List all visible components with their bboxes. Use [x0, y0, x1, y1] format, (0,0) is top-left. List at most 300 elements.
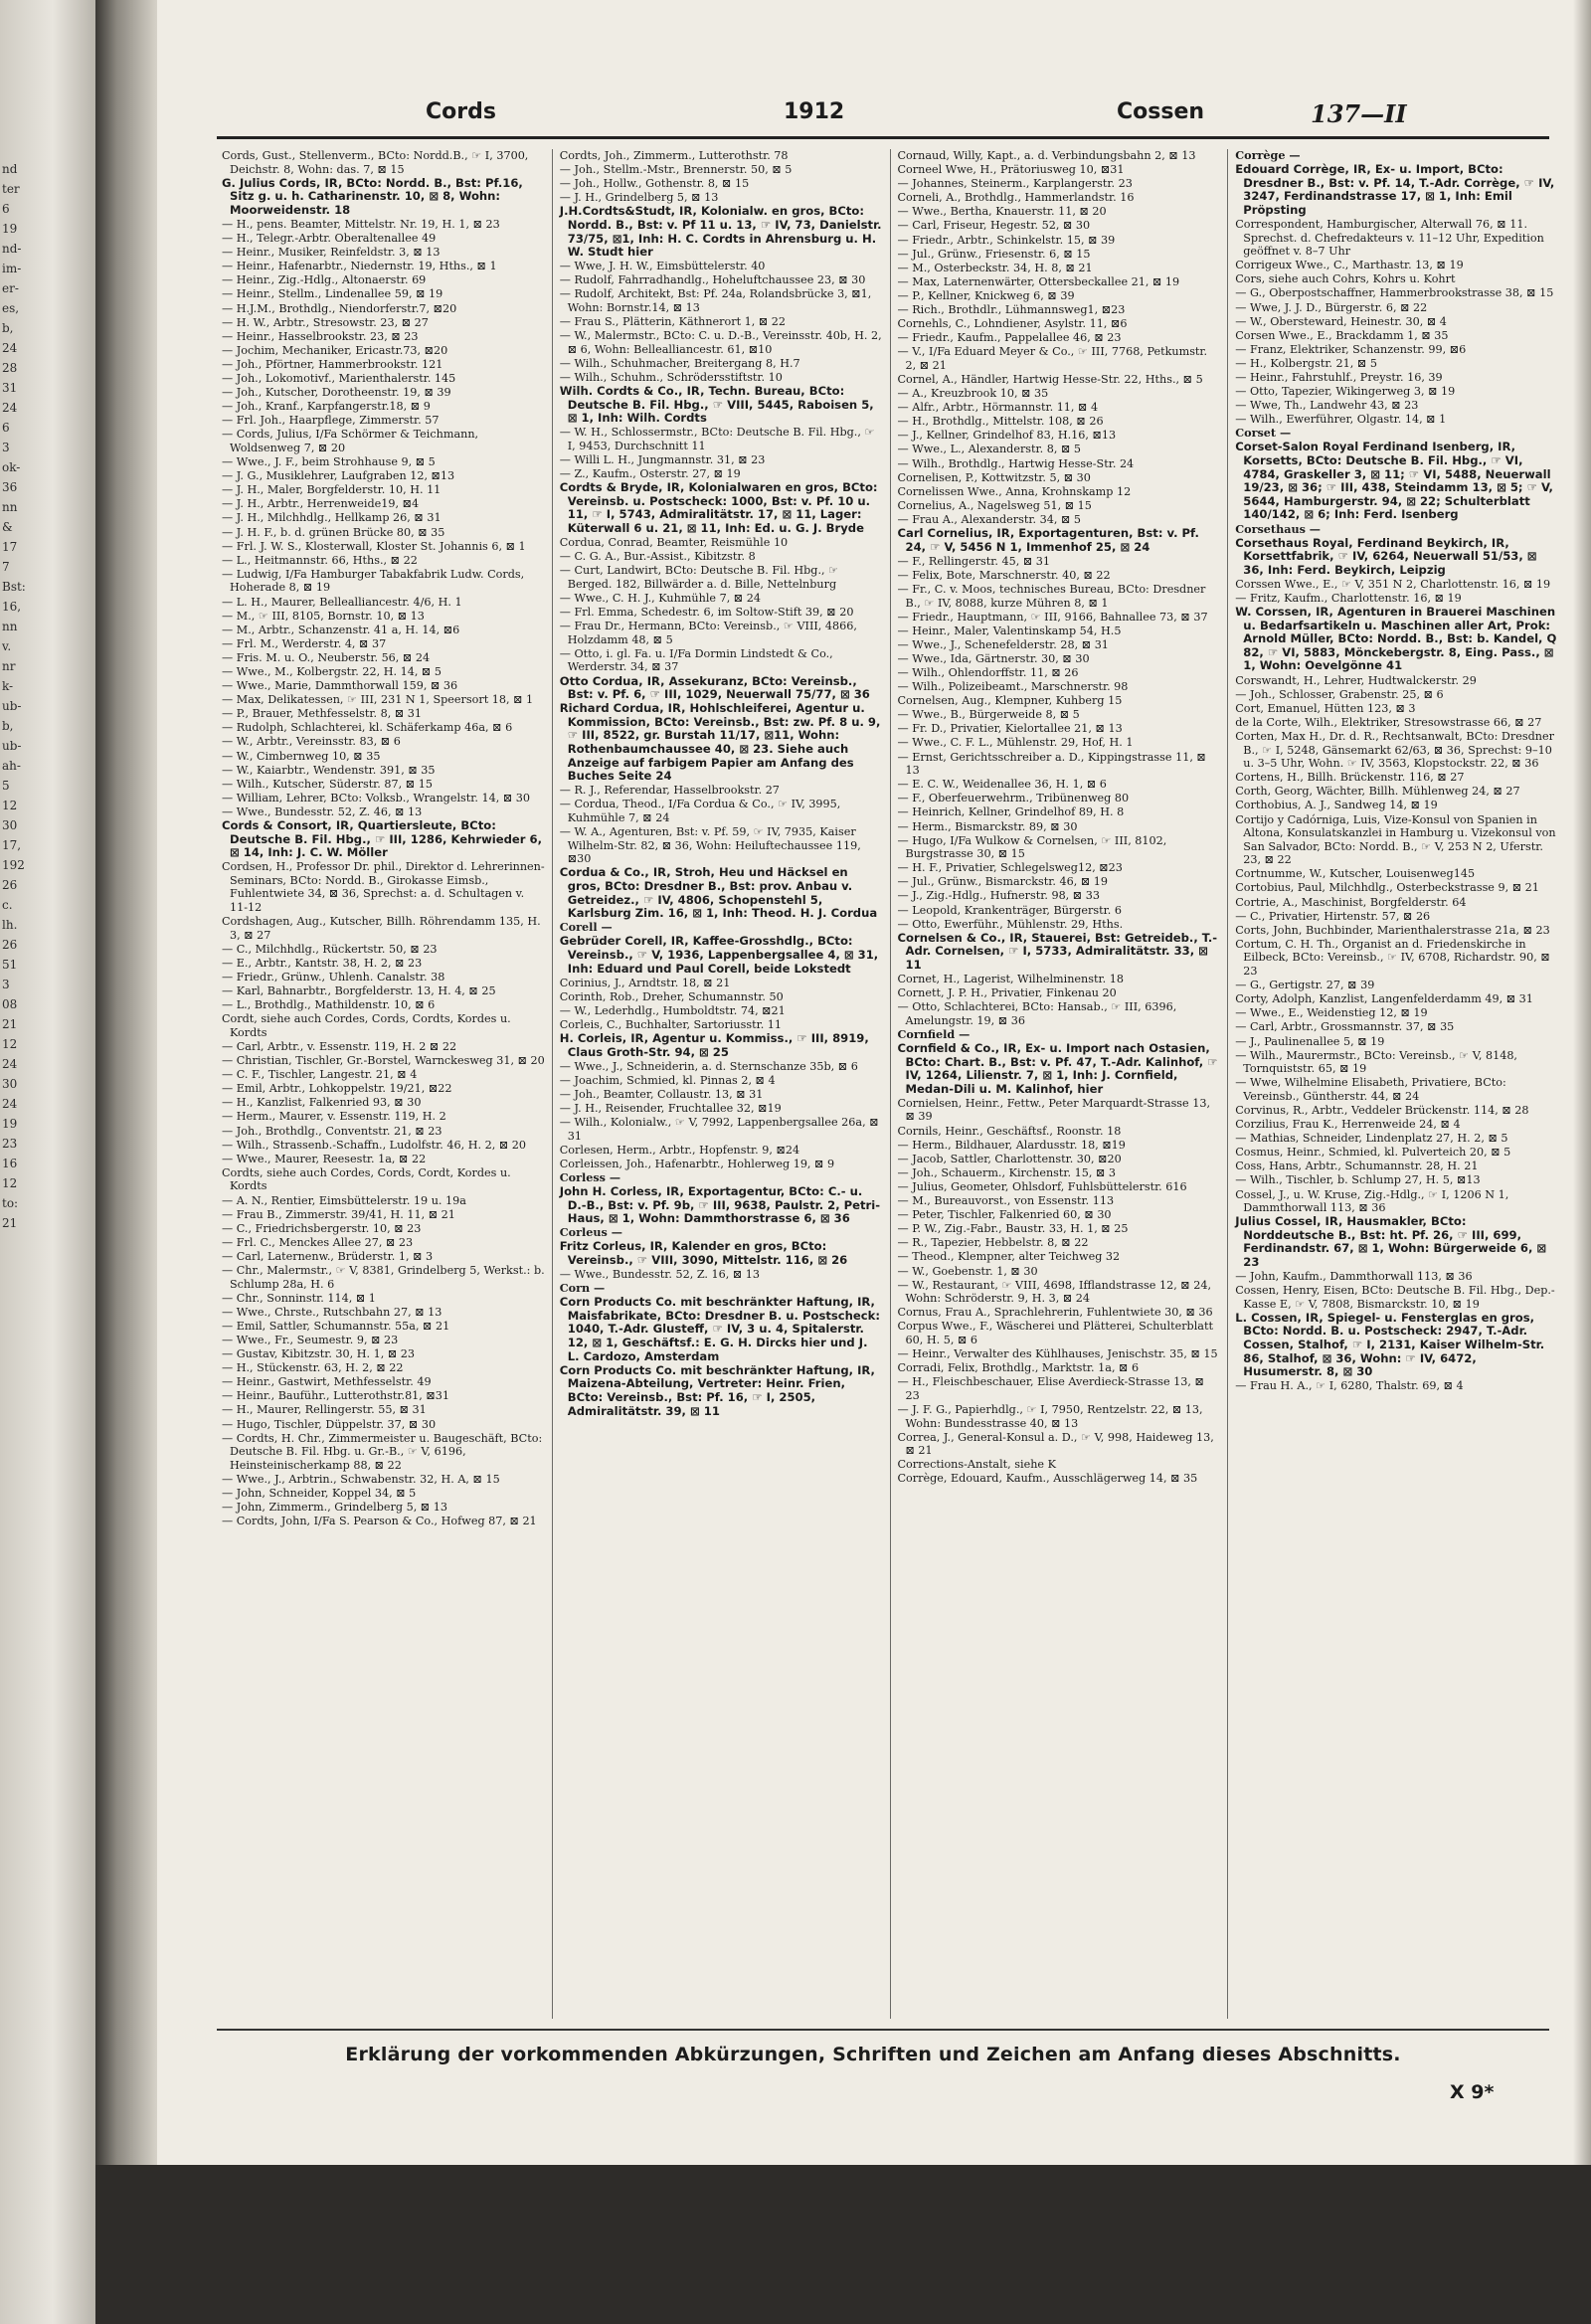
directory-entry: — F., Oberfeuerwehrm., Tribünenweg 80 [897, 792, 1130, 805]
directory-entry: — H. F., Privatier, Schlegelsweg12, ⊠23 [897, 861, 1123, 875]
directory-entry: — Wilh., Brothdlg., Hartwig Hesse-Str. 24 [897, 456, 1135, 470]
page-edge-shadow [1573, 0, 1591, 2165]
previous-page-fragment: es, [2, 301, 20, 315]
directory-entry: — Theod., Klempner, alter Teichweg 32 [897, 1250, 1121, 1264]
directory-entry: — Joh., Hollw., Gothenstr. 8, ⊠ 15 [559, 177, 750, 191]
previous-page-fragment: nd [2, 162, 18, 176]
previous-page-fragment: & [2, 520, 13, 534]
directory-entry: Cornelsen, Aug., Klempner, Kuhberg 15 [897, 694, 1123, 708]
directory-entry: — G., Oberpostschaffner, Hammerbrookstrasse 38, ⊠ 15 [1235, 286, 1554, 300]
directory-entry: — Heinr., Hafenarbtr., Niedernstr. 19, Hths., ⊠ 1 [222, 260, 497, 273]
directory-entry: Wilh. Cordts & Co., IR, Techn. Bureau, BCto: Deutsche B. Fil. Hbg., ☞ VIII, 5445, Raboisen 5, ⊠ 1, Inh: Wilh. Cordts [559, 384, 874, 426]
directory-entry: Corset-Salon Royal Ferdinand Isenberg, IR, Korsetts, BCto: Deutsche B. Fil. Hbg., ☞ VI, 4784, Graskeller 3, ⊠ 11; ☞ VI, 5488, Neuerwall 19/23, ⊠ 36; ☞ III, 438, Steindamm 13, ⊠ 5; ☞ V, 5644, Hamburgerstr. 94, ⊠ 22; Schulterblatt 140/142, ⊠ 6; Inh: Ferd. Isenberg [1235, 440, 1553, 522]
section-heading: Corn — [559, 1281, 606, 1296]
directory-entry: — Hugo, Tischler, Düppelstr. 37, ⊠ 30 [222, 1417, 437, 1431]
directory-entry: Cortnumme, W., Kutscher, Louisenweg145 [1235, 867, 1476, 881]
directory-entry: — J. H. F., b. d. grünen Brücke 80, ⊠ 35 [222, 525, 445, 539]
previous-page-fragment: ah- [2, 759, 21, 773]
directory-entry: — Wilh., Maurermstr., BCto: Vereinsb., ☞ V, 8148, Tornquiststr. 65, ⊠ 19 [1235, 1048, 1517, 1076]
directory-entry: — W., Goebenstr. 1, ⊠ 30 [897, 1264, 1038, 1278]
footer-rule [217, 2029, 1549, 2031]
directory-entry: Julius Cossel, IR, Hausmakler, BCto: Norddeutsche B., Bst: ht. Pf. 26, ☞ III, 699, Ferdinandstr. 67, ⊠ 1, Wohn: Bürgerweide 6, ⊠ 23 [1235, 1214, 1547, 1269]
directory-entry: — J. H., Milchhdlg., Hellkamp 26, ⊠ 31 [222, 511, 442, 525]
directory-entry: — Wwe., Maurer, Reesestr. 1a, ⊠ 22 [222, 1152, 427, 1165]
directory-entry: — M., ☞ III, 8105, Bornstr. 10, ⊠ 13 [222, 609, 425, 623]
directory-entry: — William, Lehrer, BCto: Volksb., Wrangelstr. 14, ⊠ 30 [222, 791, 531, 804]
directory-entry: — W., Malermstr., BCto: C. u. D.-B., Vereinsstr. 40b, H. 2, ⊠ 6, Wohn: Bellealliancestr. 61, ⊠10 [559, 329, 882, 356]
directory-entry: — Heinr., Fahrstuhlf., Preystr. 16, 39 [1235, 371, 1443, 384]
directory-entry: — Wilh., Kolonialw., ☞ V, 7992, Lappenbergsallee 26a, ⊠ 31 [559, 1116, 879, 1143]
directory-entry: — Alfr., Arbtr., Hörmannstr. 11, ⊠ 4 [897, 401, 1099, 415]
directory-entry: — Wwe, J. H. W., Eimsbüttelerstr. 40 [559, 260, 766, 273]
directory-entry: — Leopold, Krankenträger, Bürgerstr. 6 [897, 903, 1122, 917]
directory-entry: — Joh., Pförtner, Hammerbrookstr. 121 [222, 357, 443, 371]
directory-entry: — Rich., Brothdlr., Lühmannsweg1, ⊠23 [897, 303, 1126, 317]
directory-entry: — Carl, Arbtr., Grossmannstr. 37, ⊠ 35 [1235, 1020, 1455, 1034]
directory-entry: — J. H., Arbtr., Herrenweide19, ⊠4 [222, 497, 420, 511]
previous-page-fragment: 26 [2, 878, 18, 892]
previous-page-fragment: 192 [2, 858, 25, 872]
directory-entry: — Jul., Grünw., Friesenstr. 6, ⊠ 15 [897, 247, 1091, 261]
previous-page-fragment: to: [2, 1196, 19, 1210]
previous-page-fragment: nr [2, 659, 16, 673]
header-rule [217, 136, 1549, 139]
previous-page-fragment: 3 [2, 441, 10, 454]
previous-page-fragment: 12 [2, 1176, 18, 1190]
previous-page-fragment: 5 [2, 779, 10, 793]
directory-entry: — G., Gertigstr. 27, ⊠ 39 [1235, 979, 1375, 992]
previous-page-fragment: 28 [2, 361, 18, 375]
directory-entry: Corn Products Co. mit beschränkter Haftung, IR, Maizena-Abteilung, Vertreter: Heinr. Frien, BCto: Vereinsb., Bst: Pf. 16, ☞ I, 2505, Admiralitätstr. 39, ⊠ 11 [559, 1362, 875, 1418]
previous-page-fragment: 16 [2, 1157, 18, 1170]
directory-entry: — Wwe., Chrste., Rutschbahn 27, ⊠ 13 [222, 1305, 442, 1319]
directory-entry: — Frl. Joh., Haarpflege, Zimmerstr. 57 [222, 414, 440, 428]
directory-entry: — John, Zimmerm., Grindelberg 5, ⊠ 13 [222, 1501, 447, 1515]
directory-entry: G. Julius Cords, IR, BCto: Nordd. B., Bst: Pf.16, Sitz g. u. h. Catharinenstr. 10, ⊠ 8, Wohn: Moorweidenstr. 18 [222, 175, 523, 217]
directory-entry: — Gustav, Kibitzstr. 30, H. 1, ⊠ 23 [222, 1347, 416, 1361]
book-gutter [95, 0, 157, 2165]
directory-entry: — Frl. Emma, Schedestr. 6, im Soltow-Stift 39, ⊠ 20 [559, 606, 854, 620]
directory-entry: — Heinr., Verwalter des Kühlhauses, Jenischstr. 35, ⊠ 15 [897, 1347, 1218, 1361]
directory-entry: — Friedr., Arbtr., Schinkelstr. 15, ⊠ 39 [897, 233, 1116, 247]
directory-entry: — Wwe., J., Schneiderin, a. d. Sternschanze 35b, ⊠ 6 [559, 1059, 858, 1073]
directory-entry: — H., Kolbergstr. 21, ⊠ 5 [1235, 356, 1377, 370]
directory-entry: — Hugo, I/Fa Wulkow & Cornelsen, ☞ III, 8102, Burgstrasse 30, ⊠ 15 [897, 833, 1167, 861]
directory-entry: Cornaud, Willy, Kapt., a. d. Verbindungsbahn 2, ⊠ 13 [897, 149, 1196, 162]
directory-entry: Cornet, H., Lagerist, Wilhelminenstr. 18 [897, 973, 1124, 986]
directory-entry: — Frau S., Plätterin, Käthnerort 1, ⊠ 22 [559, 315, 787, 329]
previous-page-fragment: 31 [2, 381, 18, 395]
directory-entry: — H., Maurer, Rellingerstr. 55, ⊠ 31 [222, 1403, 427, 1417]
directory-entry: Cords & Consort, IR, Quartiersleute, BCto: Deutsche B. Fil. Hbg., ☞ III, 1286, Kehrwieder 6, ⊠ 14, Inh: J. C. W. Möller [222, 818, 543, 860]
previous-page-fragment: 24 [2, 401, 18, 415]
directory-entry: — Wilh., Polizeibeamt., Marschnerstr. 98 [897, 680, 1129, 694]
directory-entry: Cornehls, C., Lohndiener, Asylstr. 11, ⊠6 [897, 317, 1128, 331]
directory-entry: Corinth, Rob., Dreher, Schumannstr. 50 [559, 989, 784, 1003]
directory-entry: — Wwe, Th., Landwehr 43, ⊠ 23 [1235, 399, 1419, 413]
directory-entry: — W., Arbtr., Vereinsstr. 83, ⊠ 6 [222, 735, 401, 749]
directory-entry: Cornelius, A., Nagelsweg 51, ⊠ 15 [897, 498, 1092, 512]
section-heading: Corsethaus — [1235, 521, 1321, 536]
directory-entry: — Jochim, Mechaniker, Ericastr.73, ⊠20 [222, 343, 448, 357]
directory-entry: Cordts, Joh., Zimmerm., Lutterothstr. 78 [559, 149, 789, 162]
directory-entry: Cornett, J. P. H., Privatier, Finkenau 20 [897, 986, 1117, 1000]
directory-entry: — A. N., Rentier, Eimsbüttelerstr. 19 u. 19a [222, 1193, 466, 1207]
directory-entry: — Chr., Malermstr., ☞ V, 8381, Grindelberg 5, Werkst.: b. Schlump 28a, H. 6 [222, 1264, 545, 1291]
directory-entry: Corinius, J., Arndtstr. 18, ⊠ 21 [559, 976, 731, 989]
directory-entry: — Wwe., C. H. J., Kuhmühle 7, ⊠ 24 [559, 592, 761, 605]
directory-entry: Corty, Adolph, Kanzlist, Langenfelderdamm 49, ⊠ 31 [1235, 992, 1533, 1006]
directory-entry: — W., Lederhdlg., Humboldtstr. 74, ⊠21 [559, 1003, 786, 1017]
directory-entry: — Carl, Laternenw., Brüderstr. 1, ⊠ 3 [222, 1249, 434, 1263]
directory-entry: — Wilh., Ohlendorffstr. 11, ⊠ 26 [897, 665, 1079, 679]
directory-entry: — Wwe., Marie, Dammthorwall 159, ⊠ 36 [222, 679, 458, 693]
directory-entry: — Max, Delikatessen, ☞ III, 231 N 1, Speersort 18, ⊠ 1 [222, 693, 534, 707]
previous-page-fragment: ub- [2, 699, 22, 713]
directory-entry: Richard Cordua, IR, Hohlschleiferei, Agentur u. Kommission, BCto: Vereinsb., Bst: zw. Pf. 8 u. 9, ☞ III, 8522, gr. Burstah 11/17, ⊠11, Wohn: Rothenbaumchaussee 40, ⊠ 23. Siehe auch Anzeige auf farbigem Papier am Anfang des Buches Seite 24 [559, 701, 881, 784]
directory-entry: — Otto, i. gl. Fa. u. I/Fa Dormin Lindstedt & Co., Werderstr. 34, ⊠ 37 [559, 646, 833, 674]
column-2 [553, 149, 891, 2019]
directory-entry: — C., Friedrichsbergerstr. 10, ⊠ 23 [222, 1221, 422, 1235]
directory-entry: — H., pens. Beamter, Mittelstr. Nr. 19, H. 1, ⊠ 23 [222, 217, 500, 231]
directory-entry: Cosmus, Heinr., Schmied, kl. Pulverteich 20, ⊠ 5 [1235, 1146, 1511, 1160]
previous-page-fragment: 24 [2, 1097, 18, 1111]
previous-page-fragment: 17, [2, 838, 22, 852]
directory-entry: — P. W., Zig.-Fabr., Baustr. 33, H. 1, ⊠ 25 [897, 1222, 1129, 1236]
directory-entry: — A., Kreuzbrook 10, ⊠ 35 [897, 387, 1049, 401]
directory-entry: — Otto, Tapezier, Wikingerweg 3, ⊠ 19 [1235, 385, 1456, 399]
directory-entry: — Wwe., J. F., beim Strohhause 9, ⊠ 5 [222, 455, 436, 469]
directory-entry: — H., Stückenstr. 63, H. 2, ⊠ 22 [222, 1361, 404, 1375]
directory-entry: — Wwe., Bundesstr. 52, Z. 16, ⊠ 13 [559, 1268, 761, 1282]
directory-entry: — Wwe., M., Kolbergstr. 22, H. 14, ⊠ 5 [222, 664, 442, 678]
directory-entry: — M., Bureauvorst., von Essenstr. 113 [897, 1194, 1115, 1208]
directory-entry: Corzilius, Frau K., Herrenweide 24, ⊠ 4 [1235, 1118, 1461, 1132]
directory-entry: — Johannes, Steinerm., Karplangerstr. 23 [897, 177, 1133, 191]
directory-entry: Cossen, Henry, Eisen, BCto: Deutsche B. Fil. Hbg., Dep.-Kasse E, ☞ V, 7808, Bismarckstr. 10, ⊠ 19 [1235, 1284, 1555, 1311]
directory-entry: — Christian, Tischler, Gr.-Borstel, Warnckesweg 31, ⊠ 20 [222, 1054, 545, 1068]
directory-entry: Cornel, A., Händler, Hartwig Hesse-Str. 22, Hths., ⊠ 5 [897, 373, 1203, 386]
directory-entry: — Joh., Lokomotivf., Marienthalerstr. 145 [222, 372, 456, 385]
directory-entry: Corswandt, H., Lehrer, Hudtwalckerstr. 29 [1235, 673, 1477, 687]
directory-entry: Corrigeux Wwe., C., Marthastr. 13, ⊠ 19 [1235, 259, 1464, 272]
directory-entry: — M., Osterbeckstr. 34, H. 8, ⊠ 21 [897, 261, 1093, 274]
column-3 [891, 149, 1229, 2019]
directory-entry: Cornelissen Wwe., Anna, Krohnskamp 12 [897, 484, 1132, 498]
directory-entry: — Herm., Bismarckstr. 89, ⊠ 30 [897, 819, 1078, 833]
directory-entry: — Heinr., Stellm., Lindenallee 59, ⊠ 19 [222, 287, 443, 301]
directory-entry: Cordt, siehe auch Cordes, Cords, Cordts, Kordes u. Kordts [222, 1012, 511, 1039]
directory-entry: — Heinr., Bauführ., Lutterothstr.81, ⊠31 [222, 1389, 450, 1403]
directory-entry: — Frau Dr., Hermann, BCto: Vereinsb., ☞ VIII, 4866, Holzdamm 48, ⊠ 5 [559, 620, 857, 646]
directory-entry: — Friedr., Kaufm., Pappelallee 46, ⊠ 23 [897, 331, 1122, 345]
directory-entry: Cords, Gust., Stellenverm., BCto: Nordd.B., ☞ I, 3700, Deichstr. 8, Wohn: das. 7, ⊠ 15 [222, 149, 529, 176]
directory-entry: — Wwe, Wilhelmine Elisabeth, Privatiere, BCto: Vereinsb., Güntherstr. 44, ⊠ 24 [1235, 1076, 1506, 1103]
previous-page-fragment: b, [2, 321, 14, 335]
directory-entry: — John, Schneider, Koppel 34, ⊠ 5 [222, 1487, 417, 1500]
directory-entry: — Joh., Stellm.-Mstr., Brennerstr. 50, ⊠ 5 [559, 163, 793, 177]
previous-page-fragment: nn [2, 620, 18, 633]
directory-entry: — Emil, Sattler, Schumannstr. 55a, ⊠ 21 [222, 1319, 450, 1333]
directory-entry: — J., Paulinenallee 5, ⊠ 19 [1235, 1034, 1385, 1048]
directory-entry: — Cordts, H. Chr., Zimmermeister u. Baugeschäft, BCto: Deutsche B. Fil. Hbg. u. Gr.-B., ☞ V, 6196, Heinsteinischerkamp 88, ⊠ 22 [222, 1431, 543, 1472]
directory-entry: — Emil, Arbtr., Lohkoppelstr. 19/21, ⊠22 [222, 1082, 452, 1096]
directory-entry: — Heinr., Musiker, Reinfeldstr. 3, ⊠ 13 [222, 246, 441, 260]
previous-page-fragment: b, [2, 719, 14, 733]
directory-entry: Cornus, Frau A., Sprachlehrerin, Fuhlentwiete 30, ⊠ 36 [897, 1306, 1213, 1320]
directory-entry: — Mathias, Schneider, Lindenplatz 27, H. 2, ⊠ 5 [1235, 1132, 1508, 1146]
directory-entry: — C. G. A., Bur.-Assist., Kibitzstr. 8 [559, 550, 756, 564]
directory-entry: — H., Telegr.-Arbtr. Oberaltenallee 49 [222, 232, 437, 246]
directory-entry: — Wwe., Fr., Seumestr. 9, ⊠ 23 [222, 1333, 399, 1346]
previous-page-fragment: 12 [2, 1037, 18, 1051]
directory-entry: — J., Kellner, Grindelhof 83, H.16, ⊠13 [897, 429, 1117, 443]
directory-entry: — J. G., Musiklehrer, Laufgraben 12, ⊠13 [222, 469, 455, 483]
directory-entry: — Frau H. A., ☞ I, 6280, Thalstr. 69, ⊠ 4 [1235, 1379, 1464, 1393]
directory-entry: — H. W., Arbtr., Stresowstr. 23, ⊠ 27 [222, 315, 429, 329]
section-heading: Cornfield — [897, 1026, 971, 1041]
previous-page-fragment: 19 [2, 222, 18, 236]
directory-entry: — C. F., Tischler, Langestr. 21, ⊠ 4 [222, 1068, 418, 1082]
directory-entry: — Carl, Arbtr., v. Essenstr. 119, H. 2 ⊠ 22 [222, 1040, 457, 1053]
directory-entry: — F., Rellingerstr. 45, ⊠ 31 [897, 554, 1051, 568]
directory-entry: — Wwe., Bundesstr. 52, Z. 46, ⊠ 13 [222, 804, 423, 818]
directory-entry: — Herm., Bildhauer, Alardusstr. 18, ⊠19 [897, 1138, 1126, 1152]
previous-page-fragment: 16, [2, 600, 22, 614]
directory-entry: — Curt, Landwirt, BCto: Deutsche B. Fil. Hbg., ☞ Berged. 182, Billwärder a. d. Bille, Nettelnburg [559, 564, 839, 591]
directory-entry: — Wwe., L., Alexanderstr. 8, ⊠ 5 [897, 443, 1082, 456]
directory-entry: — Fritz, Kaufm., Charlottenstr. 16, ⊠ 19 [1235, 592, 1462, 605]
directory-entry: — Frl. M., Werderstr. 4, ⊠ 37 [222, 636, 387, 650]
directory-entry: Corleissen, Joh., Hafenarbtr., Hohlerweg 19, ⊠ 9 [559, 1157, 835, 1170]
directory-entry: Cordts & Bryde, IR, Kolonialwaren en gros, BCto: Vereinsb. u. Postscheck: 1000, Bst: v. Pf. 10 u. 11, ☞ I, 5743, Admiralitätstr. 17, ⊠ 11, Lager: Küterwall 6 u. 21, ⊠ 11, Inh: Ed. u. G. J. Bryde [559, 480, 878, 536]
directory-entry: — Ernst, Gerichtsschreiber a. D., Kippingstrasse 11, ⊠ 13 [897, 750, 1206, 778]
directory-entry: — P., Kellner, Knickweg 6, ⊠ 39 [897, 288, 1075, 302]
directory-entry: Cordua, Conrad, Beamter, Reismühle 10 [559, 536, 789, 550]
directory-entry: J.H.Cordts&Studt, IR, Kolonialw. en gros, BCto: Nordd. B., Bst: v. Pf 11 u. 13, ☞ IV, 73, Danielstr. 73/75, ⊠1, Inh: H. C. Cordts in Ahrensburg u. H. W. Studt hier [559, 204, 882, 260]
directory-entry: Corsethaus Royal, Ferdinand Beykirch, IR, Korsettfabrik, ☞ IV, 6264, Neuerwall 51/53, ⊠ 36, Inh: Ferd. Beykirch, Leipzig [1235, 535, 1537, 577]
directory-entry: — Fris. M. u. O., Neuberstr. 56, ⊠ 24 [222, 650, 431, 664]
directory-entry: — Z., Kaufm., Osterstr. 27, ⊠ 19 [559, 467, 741, 481]
column-1 [215, 149, 553, 2019]
directory-entry: — Cordts, John, I/Fa S. Pearson & Co., Hofweg 87, ⊠ 21 [222, 1515, 537, 1528]
directory-entry: — H., Fleischbeschauer, Elise Averdieck-Strasse 13, ⊠ 23 [897, 1375, 1204, 1402]
directory-entry: — Wwe., J., Arbtrin., Schwabenstr. 32, H. A, ⊠ 15 [222, 1472, 500, 1486]
directory-entry: — Fr. D., Privatier, Kielortallee 21, ⊠ 13 [897, 722, 1123, 736]
section-heading: Corleus — [559, 1225, 622, 1240]
directory-entry: — Otto, Ewerführ., Mühlenstr. 29, Hths. [897, 917, 1124, 931]
directory-entry: Carl Cornelius, IR, Exportagenturen, Bst: v. Pf. 24, ☞ V, 5456 N 1, Immenhof 25, ⊠ 24 [897, 526, 1199, 554]
directory-entry: — John, Kaufm., Dammthorwall 113, ⊠ 36 [1235, 1270, 1473, 1284]
directory-entry: Cordts, siehe auch Cordes, Cords, Cordt, Kordes u. Kordts [222, 1165, 511, 1193]
section-heading: Corless — [559, 1169, 621, 1184]
previous-page-fragment: 24 [2, 1057, 18, 1071]
previous-page-fragment: ter [2, 182, 20, 196]
directory-entry: Corradi, Felix, Brothdlg., Marktstr. 1a, ⊠ 6 [897, 1361, 1140, 1375]
directory-entry: Cortens, H., Billh. Brückenstr. 116, ⊠ 27 [1235, 771, 1465, 785]
directory-entry: — Felix, Bote, Marschnerstr. 40, ⊠ 22 [897, 568, 1111, 582]
directory-entry: Corn Products Co. mit beschränkter Haftung, IR, Maisfabrikate, BCto: Dresdner B. u. Postscheck: 1040, T.-Adr. Glusteff, ☞ IV, 3 u. 4, Spitalerstr. 12, ⊠ 1, Geschäftsf.: E. G. H. Dircks hier und J. L. Cardozo, Amsterdam [559, 1295, 881, 1363]
directory-entry: — C., Privatier, Hirtenstr. 57, ⊠ 26 [1235, 909, 1431, 923]
directory-entry: Cordsen, H., Professor Dr. phil., Direktor d. Lehrerinnen-Seminars, BCto: Nordd. B., Girokasse Eimsb., Fuhlentwiete 34, ⊠ 36, Sprechst: a. d. Schultagen v. 11-12 [222, 860, 545, 915]
previous-page-fragment: c. [2, 898, 13, 912]
directory-entry: — Joh., Brothdlg., Conventstr. 21, ⊠ 23 [222, 1124, 442, 1138]
directory-entry: Cortrie, A., Maschinist, Borgfelderstr. 64 [1235, 895, 1467, 909]
directory-entry: Cornielsen, Heinr., Fettw., Peter Marquardt-Strasse 13, ⊠ 39 [897, 1096, 1211, 1124]
directory-entry: — Otto, Schlachterei, BCto: Hansab., ☞ III, 6396, Amelungstr. 19, ⊠ 36 [897, 1000, 1177, 1027]
header-first-entry: Cords [426, 99, 496, 124]
directory-entry: de la Corte, Wilh., Elektriker, Stresowstrasse 66, ⊠ 27 [1235, 715, 1542, 729]
directory-entry: — Joh., Schlosser, Grabenstr. 25, ⊠ 6 [1235, 687, 1444, 701]
previous-page-fragment: 21 [2, 1017, 18, 1031]
directory-entry: — M., Arbtr., Schanzenstr. 41 a, H. 14, ⊠6 [222, 623, 460, 636]
previous-page-fragment: 12 [2, 799, 18, 812]
directory-entry: Correspondent, Hamburgischer, Alterwall 76, ⊠ 11. Sprechst. d. Chefredakteurs v. 11–12 Uhr, Expedition geöffnet v. 8–7 Uhr [1235, 217, 1544, 259]
directory-entry: — Rudolf, Architekt, Bst: Pf. 24a, Rolandsbrücke 3, ⊠1, Wohn: Bornstr.14, ⊠ 13 [559, 287, 872, 315]
directory-entry: — Wilh., Strassenb.-Schaffn., Ludolfstr. 46, H. 2, ⊠ 20 [222, 1138, 527, 1152]
directory-entry: — Rudolph, Schlachterei, kl. Schäferkamp 46a, ⊠ 6 [222, 721, 513, 735]
directory-entry: Corrège, Edouard, Kaufm., Ausschlägerweg 14, ⊠ 35 [897, 1472, 1198, 1486]
directory-entry: Gebrüder Corell, IR, Kaffee-Grosshdlg., BCto: Vereinsb., ☞ V, 1936, Lappenbergsallee 4, ⊠ 31, Inh: Eduard und Paul Corell, beide Lokstedt [559, 934, 879, 976]
directory-entry: — Julius, Geometer, Ohlsdorf, Fuhlsbüttelerstr. 616 [897, 1179, 1187, 1193]
previous-page-fragment: 36 [2, 480, 18, 494]
directory-entry: — Herm., Maurer, v. Essenstr. 119, H. 2 [222, 1110, 446, 1124]
directory-entry: — H., Brothdlg., Mittelstr. 108, ⊠ 26 [897, 415, 1104, 429]
directory-entry: Corsen Wwe., E., Brackdamm 1, ⊠ 35 [1235, 328, 1449, 342]
directory-entry: — J. F. G., Papierhdlg., ☞ I, 7950, Rentzelstr. 22, ⊠ 13, Wohn: Bundesstrasse 40, ⊠ 13 [897, 1402, 1203, 1430]
directory-entry: — Frl. J. W. S., Klosterwall, Kloster St. Johannis 6, ⊠ 1 [222, 539, 526, 553]
running-head [157, 99, 1450, 133]
previous-page-fragment: 30 [2, 1077, 18, 1091]
directory-entry: — V., I/Fa Eduard Meyer & Co., ☞ III, 7768, Petkumstr. 2, ⊠ 21 [897, 345, 1208, 372]
directory-entry: H. Corleis, IR, Agentur u. Kommiss., ☞ III, 8919, Claus Groth-Str. 94, ⊠ 25 [559, 1031, 869, 1059]
directory-entry: Cort, Emanuel, Hütten 123, ⊠ 3 [1235, 701, 1416, 715]
previous-page-fragment: 08 [2, 997, 18, 1011]
directory-entry: Cordshagen, Aug., Kutscher, Billh. Röhrendamm 135, H. 3, ⊠ 27 [222, 915, 541, 942]
directory-entry: Cornelsen & Co., IR, Stauerei, Bst: Getreideb., T.-Adr. Cornelsen, ☞ I, 5733, Admiralitätstr. 33, ⊠ 11 [897, 930, 1218, 972]
directory-entry: — Joh., Kranf., Karpfangerstr.18, ⊠ 9 [222, 400, 431, 414]
previous-page-edge [0, 0, 95, 2324]
previous-page-fragment: 19 [2, 1117, 18, 1131]
directory-entry: — W., Obersteward, Heinestr. 30, ⊠ 4 [1235, 314, 1447, 328]
directory-entry: — Wwe., Ida, Gärtnerstr. 30, ⊠ 30 [897, 651, 1090, 665]
directory-entry: — Heinr., Gastwirt, Methfesselstr. 49 [222, 1375, 432, 1389]
directory-entry: Corssen Wwe., E., ☞ V, 351 N 2, Charlottenstr. 16, ⊠ 19 [1235, 577, 1551, 591]
directory-entry: — Franz, Elektriker, Schanzenstr. 99, ⊠6 [1235, 342, 1467, 356]
directory-entry: — L., Brothdlg., Mathildenstr. 10, ⊠ 6 [222, 998, 436, 1012]
directory-entry: Cornelisen, P., Kottwitzstr. 5, ⊠ 30 [897, 470, 1091, 484]
directory-entry: Otto Cordua, IR, Assekuranz, BCto: Vereinsb., Bst: v. Pf. 6, ☞ III, 1029, Neuerwall 75/77, ⊠ 36 [559, 673, 870, 702]
directory-entry: — H., Kanzlist, Falkenried 93, ⊠ 30 [222, 1096, 422, 1110]
directory-entry: — Karl, Bahnarbtr., Borgfelderstr. 13, H. 4, ⊠ 25 [222, 984, 496, 998]
directory-entry: — W. A., Agenturen, Bst: v. Pf. 59, ☞ IV, 7935, Kaiser Wilhelm-Str. 82, ⊠ 36, Wohn: Heiluftechaussee 119, ⊠30 [559, 825, 861, 866]
directory-entry: — Heinrich, Kellner, Grindelhof 89, H. 8 [897, 805, 1125, 819]
directory-entry: — Joh., Schauerm., Kirchenstr. 15, ⊠ 3 [897, 1165, 1117, 1179]
directory-entry: Cordua & Co., IR, Stroh, Heu und Häcksel en gros, BCto: Dresdner B., Bst: prov. Anbau v. Getreidez., ☞ IV, 4806, Schopenstehl 5, Karlsburg Zim. 16, ⊠ 1, Inh: Theod. H. J. Cordua [559, 865, 878, 921]
directory-entry: — Friedr., Hauptmann, ☞ III, 9166, Bahnallee 73, ⊠ 37 [897, 610, 1208, 624]
directory-entry: — R., Tapezier, Hebbelstr. 8, ⊠ 22 [897, 1236, 1089, 1250]
directory-entry: Corts, John, Buchbinder, Marienthalerstrasse 21a, ⊠ 23 [1235, 923, 1550, 937]
previous-page-fragment: 6 [2, 421, 10, 435]
directory-entry: — Joh., Beamter, Collaustr. 13, ⊠ 31 [559, 1087, 764, 1101]
directory-entry: — Joh., Kutscher, Dorotheenstr. 19, ⊠ 39 [222, 386, 451, 400]
directory-entry: — Heinr., Maler, Valentinskamp 54, H.5 [897, 624, 1122, 637]
directory-entry: Corten, Max H., Dr. d. R., Rechtsanwalt, BCto: Dresdner B., ☞ I, 5248, Gänsemarkt 62/63, ⊠ 36, Sprechst: 9–10 u. 3–5 Uhr, Wohn. ☞ IV, 3563, Klopstockstr. 22, ⊠ 36 [1235, 729, 1554, 771]
directory-entry: — Wwe., B., Bürgerweide 8, ⊠ 5 [897, 708, 1080, 722]
directory-entry: Cornfield & Co., IR, Ex- u. Import nach Ostasien, BCto: Chart. B., Bst: v. Pf. 47, T.-Adr. Kalinhof, ☞ IV, 1264, Lilienstr. 7, ⊠ 1, Inh: J. Cornfield, Medan-Dili u. M. Kalinhof, hier [897, 1041, 1218, 1096]
directory-entry: — Carl, Friseur, Hegestr. 52, ⊠ 30 [897, 219, 1091, 233]
previous-page-fragment: 30 [2, 818, 18, 832]
previous-page-fragment: ub- [2, 739, 22, 753]
directory-entry: — Wilh., Schuhm., Schrödersstiftstr. 10 [559, 371, 783, 384]
directory-entry: — Frau B., Zimmerstr. 39/41, H. 11, ⊠ 21 [222, 1207, 455, 1221]
previous-page-fragment: nn [2, 500, 18, 514]
directory-entry: Cortum, C. H. Th., Organist an d. Friedenskirche in Eilbeck, BCto: Vereinsb., ☞ IV, 6708, Richardstr. 90, ⊠ 23 [1235, 937, 1550, 979]
directory-entry: — Wwe., Bertha, Knauerstr. 11, ⊠ 20 [897, 205, 1107, 219]
directory-entry: Fritz Corleus, IR, Kalender en gros, BCto: Vereinsb., ☞ VIII, 3090, Mittelstr. 116, ⊠ 26 [559, 1239, 848, 1267]
previous-page-fragment: 17 [2, 540, 18, 554]
footer-note: Erklärung der vorkommenden Abkürzungen, Schriften und Zeichen am Anfang dieses Abschnitts. [345, 2044, 1401, 2065]
previous-page-fragment: im- [2, 262, 22, 275]
directory-entry: Corthobius, A. J., Sandweg 14, ⊠ 19 [1235, 799, 1438, 812]
directory-entry: — Wwe., E., Weidenstieg 12, ⊠ 19 [1235, 1006, 1428, 1020]
directory-entry: — J. H., Reisender, Fruchtallee 32, ⊠19 [559, 1101, 782, 1115]
directory-entry: — Cords, Julius, I/Fa Schörmer & Teichmann, Woldsenweg 7, ⊠ 20 [222, 428, 479, 454]
directory-entry: Corpus Wwe., F., Wäscherei und Plätterei, Schulterblatt 60, H. 5, ⊠ 6 [897, 1320, 1213, 1346]
directory-entry: Corleis, C., Buchhalter, Sartoriusstr. 11 [559, 1017, 783, 1031]
directory-entry: — H.J.M., Brothdlg., Niendorferstr.7, ⊠20 [222, 301, 457, 315]
directory-entry: Corth, Georg, Wächter, Billh. Mühlenweg 24, ⊠ 27 [1235, 785, 1520, 799]
directory-entry: Corvinus, R., Arbtr., Veddeler Brückenstr. 114, ⊠ 28 [1235, 1103, 1529, 1117]
printer-signature: X 9* [1450, 2081, 1495, 2103]
previous-page-fragment: 51 [2, 958, 18, 972]
directory-entry: — Friedr., Grünw., Uhlenh. Canalstr. 38 [222, 971, 445, 984]
directory-entry: W. Corssen, IR, Agenturen in Brauerei Maschinen u. Bedarfsartikeln u. Maschinen aller Art, Prok: Arnold Müller, BCto: Nordd. B., Bst: b. Kandel, Q 82, ☞ VI, 5883, Mönckebergstr. 8, Eing. Pass., ⊠ 1, Wohn: Oevelgönne 41 [1235, 605, 1557, 673]
directory-entry: — R. J., Referendar, Hasselbrookstr. 27 [559, 784, 780, 798]
directory-entry: L. Cossen, IR, Spiegel- u. Fensterglas en gros, BCto: Nordd. B. u. Postscheck: 2947, T.-Adr. Cossen, Stalhof, ☞ I, 2131, Kaiser Wilhelm-Str. 86, Stalhof, ⊠ 36, Wohn: ☞ IV, 6472, Husumerstr. 8, ⊠ 30 [1235, 1310, 1545, 1379]
directory-entry: — Wilh., Ewerführer, Olgastr. 14, ⊠ 1 [1235, 413, 1447, 427]
previous-page-fragment: k- [2, 679, 14, 693]
directory-entry: — J. H., Grindelberg 5, ⊠ 13 [559, 191, 719, 205]
section-heading: Corset — [1235, 426, 1292, 441]
directory-entry: — Jacob, Sattler, Charlottenstr. 30, ⊠20 [897, 1152, 1122, 1165]
directory-entry: Corneel Wwe, H., Prätoriusweg 10, ⊠31 [897, 163, 1125, 177]
directory-entry: — Willi L. H., Jungmannstr. 31, ⊠ 23 [559, 453, 766, 467]
directory-entry: — Rudolf, Fahrradhandlg., Hoheluftchaussee 23, ⊠ 30 [559, 273, 866, 287]
directory-columns [215, 149, 1565, 2019]
directory-entry: — Joachim, Schmied, kl. Pinnas 2, ⊠ 4 [559, 1073, 776, 1087]
header-year: 1912 [784, 99, 845, 124]
section-heading: Corell — [559, 920, 613, 935]
directory-entry: — Wwe., C. F. L., Mühlenstr. 29, Hof, H. 1 [897, 736, 1134, 750]
directory-entry: — Jul., Grünw., Bismarckstr. 46, ⊠ 19 [897, 875, 1108, 889]
page-number: 137—II [1311, 99, 1407, 128]
directory-entry: — Ludwig, I/Fa Hamburger Tabakfabrik Ludw. Cords, Hoherade 8, ⊠ 19 [222, 567, 525, 595]
directory-entry: — Wilh., Kutscher, Süderstr. 87, ⊠ 15 [222, 777, 433, 791]
previous-page-fragment: ok- [2, 460, 21, 474]
directory-entry: — L., Heitmannstr. 66, Hths., ⊠ 22 [222, 553, 418, 567]
directory-entry: — Max, Laternenwärter, Ottersbeckallee 21, ⊠ 19 [897, 274, 1180, 288]
directory-entry: — Cordua, Theod., I/Fa Cordua & Co., ☞ IV, 3995, Kuhmühle 7, ⊠ 24 [559, 798, 841, 824]
previous-page-fragment: 21 [2, 1216, 18, 1230]
previous-page-fragment: 7 [2, 560, 10, 574]
directory-entry: — E., Arbtr., Kantstr. 38, H. 2, ⊠ 23 [222, 956, 423, 970]
directory-entry: — Fr., C. v. Moos, technisches Bureau, BCto: Dresdner B., ☞ IV, 8088, kurze Mühren 8, ⊠ 1 [897, 582, 1206, 610]
directory-entry: — P., Brauer, Methfesselstr. 8, ⊠ 31 [222, 707, 423, 721]
directory-entry: Corneli, A., Brothdlg., Hammerlandstr. 16 [897, 191, 1135, 205]
previous-page-fragment: 26 [2, 938, 18, 952]
directory-entry: — Chr., Sonninstr. 114, ⊠ 1 [222, 1291, 376, 1305]
